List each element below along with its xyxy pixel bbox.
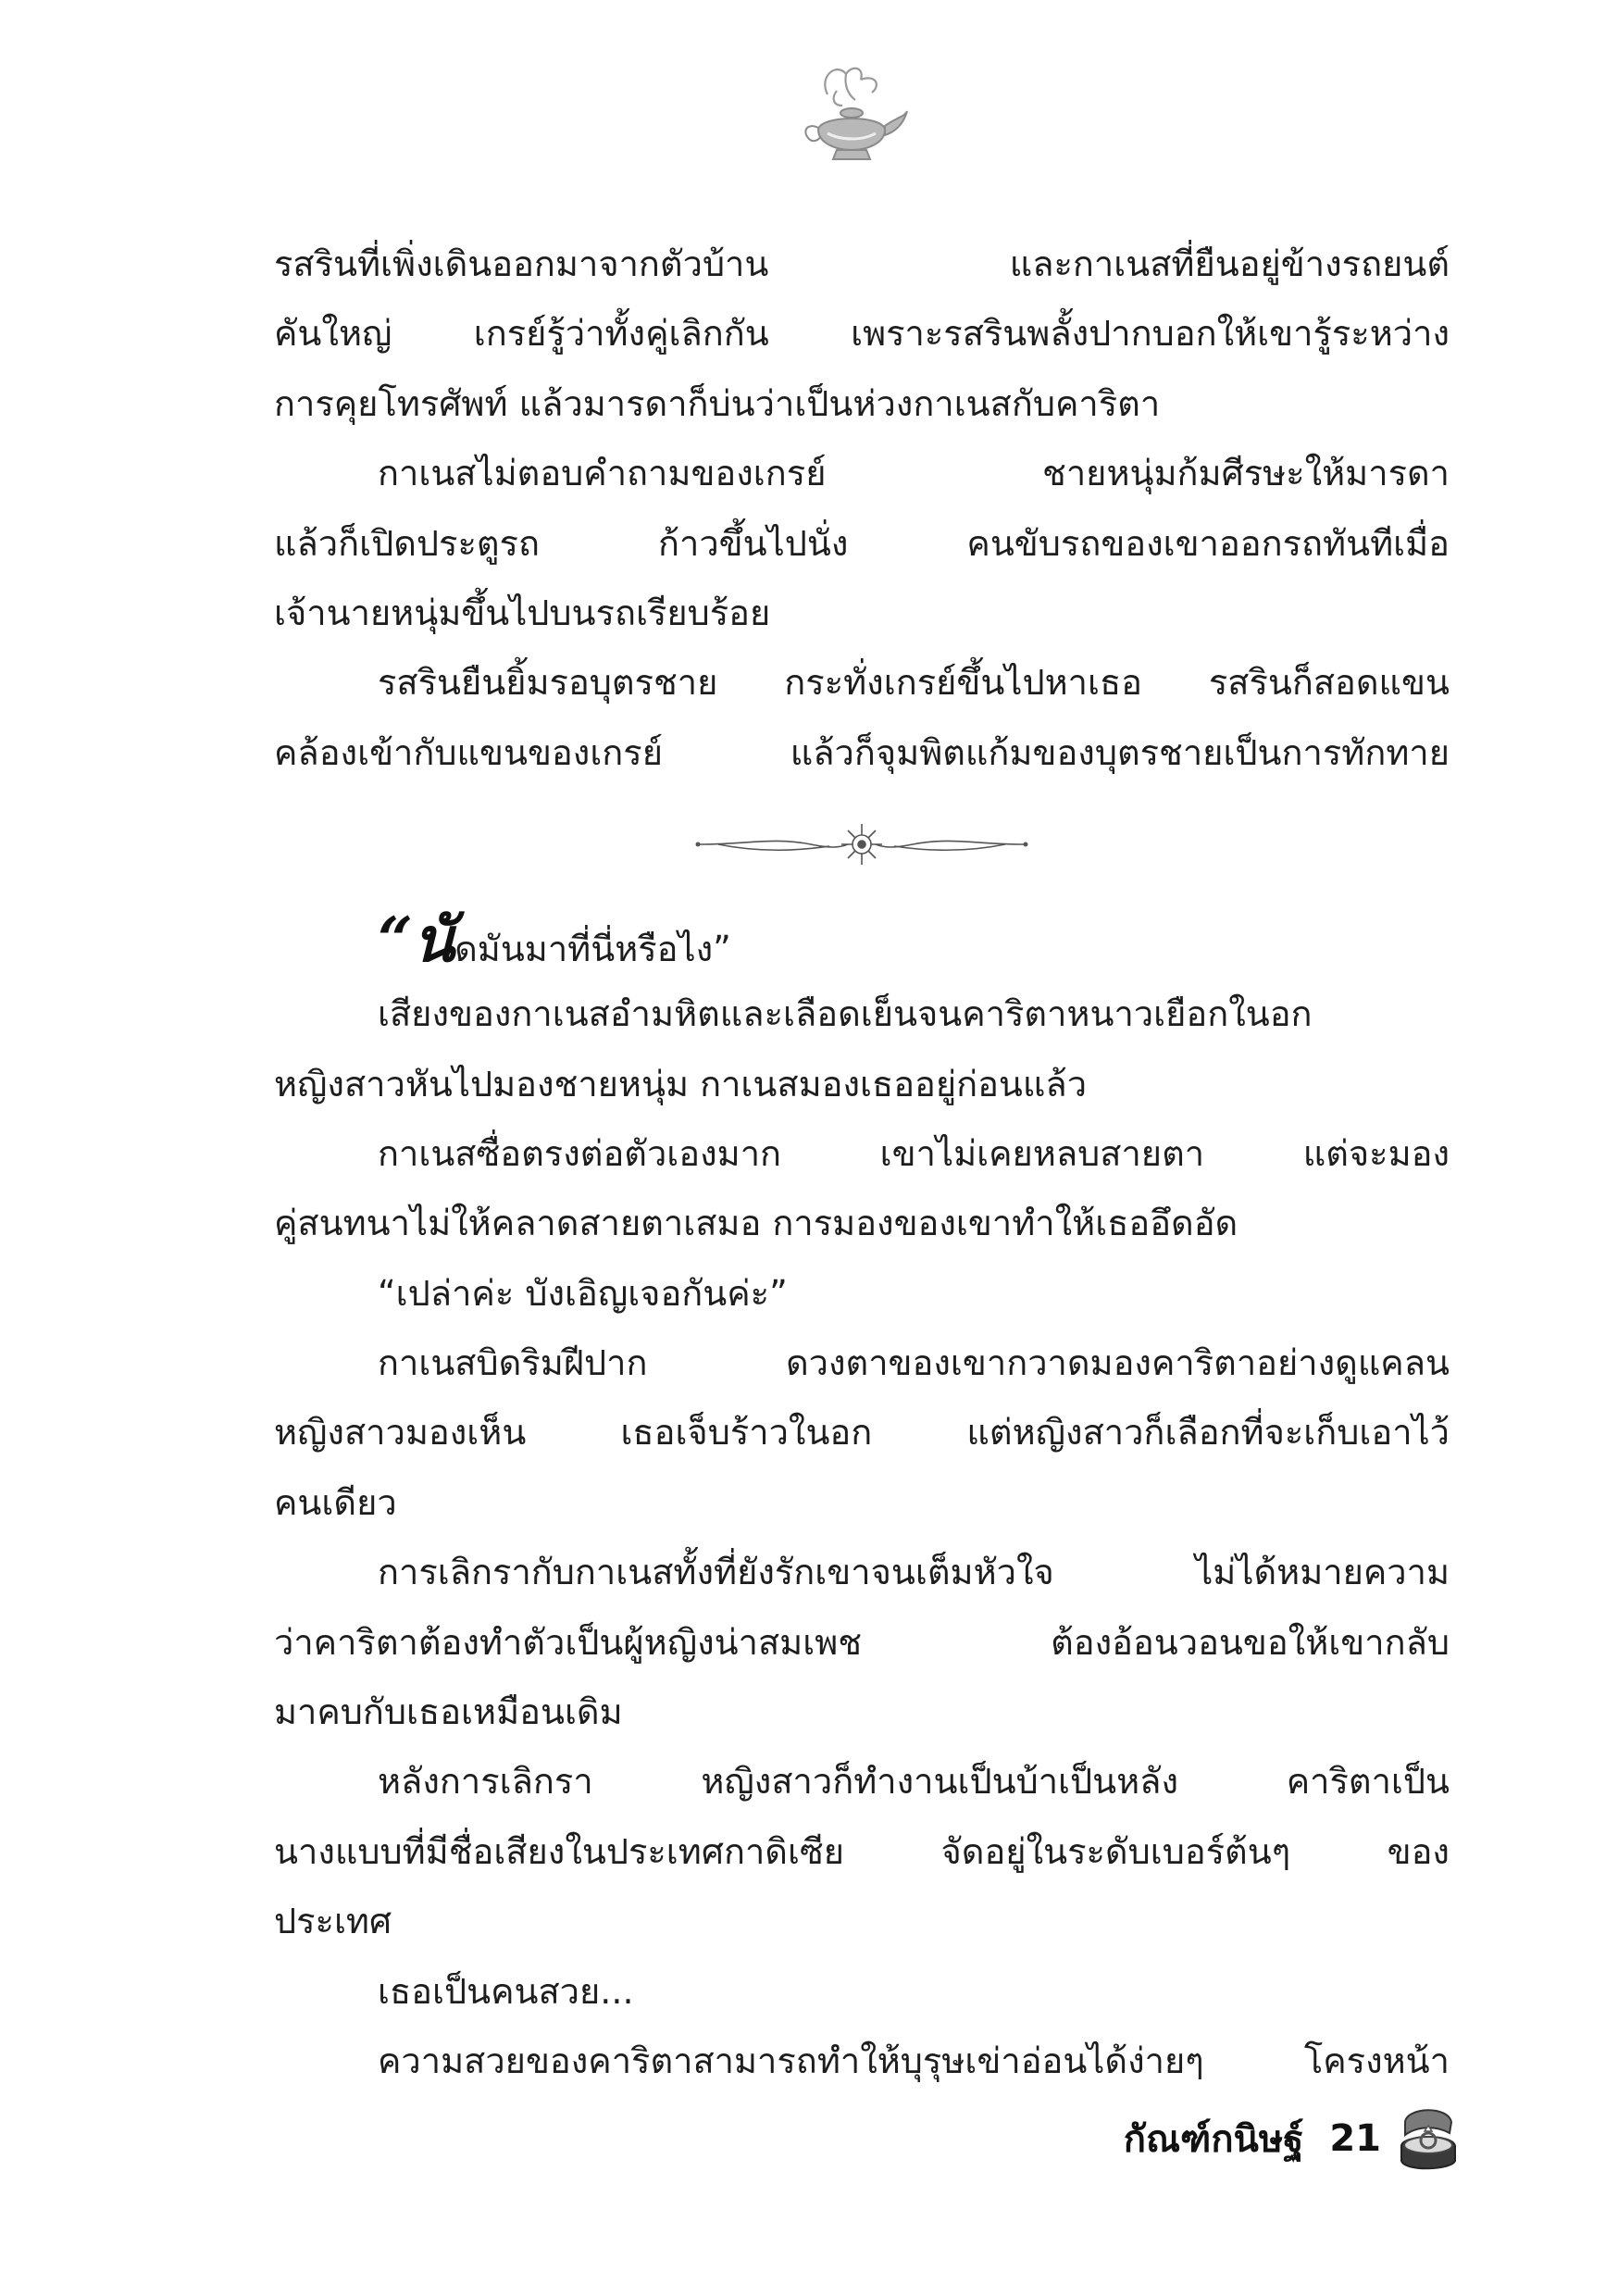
- text-line: มาคบกับเธอเหมือนเดิม: [274, 1691, 623, 1733]
- text-line: นางแบบที่มีชื่อเสียงในประเทศกาดิเซีย จัดอยู่ในระดับเบอร์ต้นๆ ของ: [274, 1830, 1450, 1872]
- text-line: คนเดียว: [274, 1481, 397, 1523]
- text-line: คู่สนทนาไม่ให้คลาดสายตาเสมอ การมองของเขาทำให้เธออึดอัด: [274, 1203, 1238, 1244]
- page-footer: [1124, 2102, 1461, 2176]
- text-line: ว่าคาริตาต้องทำตัวเป็นผู้หญิงน่าสมเพช ต้องอ้อนวอนขอให้เขากลับ: [274, 1621, 1450, 1663]
- text-line: ความสวยของคาริตาสามารถทำให้บุรุษเข่าอ่อนได้ง่ายๆ โครงหน้า: [378, 2040, 1450, 2081]
- paragraph-group-2: [274, 900, 1450, 2096]
- dialogue-text: ดมันมาที่นี่หรือไง”: [454, 929, 731, 970]
- flourish-divider-icon: [274, 788, 1450, 900]
- drop-cap: “นั: [378, 904, 455, 977]
- text-line: ประเทศ: [274, 1901, 392, 1942]
- text-line: เจ้านายหนุ่มขึ้นไปบนรถเรียบร้อย: [274, 592, 771, 633]
- text-line: หญิงสาวมองเห็น เธอเจ็บร้าวในอก แต่หญิงสาวก็เลือกที่จะเก็บเอาไว้: [274, 1412, 1450, 1454]
- text-line: กาเนสบิดริมฝีปาก ดวงตาของเขากวาดมองคาริตาอย่างดูแคลน: [378, 1342, 1450, 1384]
- book-title: กัณฑ์กนิษฐ์: [1123, 2118, 1304, 2161]
- text-line: หญิงสาวหันไปมองชายหนุ่ม กาเนสมองเธออยู่ก่อนแล้ว: [274, 1063, 1088, 1104]
- text-line: กาเนสซื่อตรงต่อตัวเองมาก เขาไม่เคยหลบสายตา แต่จะมอง: [378, 1132, 1450, 1174]
- text-line: คล้องเข้ากับแขนของเกรย์ แล้วก็จุมพิตแก้มของบุตรชายเป็นการทักทาย: [274, 731, 1450, 773]
- text-line: “เปล่าค่ะ บังเอิญเจอกันค่ะ”: [378, 1272, 788, 1314]
- text-line: แล้วก็เปิดประตูรถ ก้าวขึ้นไปนั่ง คนขับรถของเขาออกรถทันทีเมื่อ: [274, 522, 1450, 564]
- text-line: รสรินยืนยิ้มรอบุตรชาย กระทั่งเกรย์ขึ้นไปหาเธอ รสรินก็สอดแขน: [378, 662, 1450, 704]
- ring-box-icon: [1394, 2102, 1461, 2176]
- text-line: กาเนสไม่ตอบคำถามของเกรย์ ชายหนุ่มก้มศีรษะให้มารดา: [378, 453, 1450, 494]
- text-line: เสียงของกาเนสอำมหิตและเลือดเย็นจนคาริตาหนาวเยือกในอก: [378, 993, 1313, 1035]
- genie-lamp-icon: [790, 57, 911, 168]
- paragraph-group-1: [274, 230, 1450, 788]
- page-number: 21: [1329, 2117, 1381, 2160]
- body-text: [274, 230, 1450, 2096]
- text-line: การคุยโทรศัพท์ แล้วมารดาก็บ่นว่าเป็นห่วงกาเนสกับคาริตา: [274, 382, 1161, 424]
- text-line: เธอเป็นคนสวย...: [378, 1970, 634, 2012]
- dialogue-opening-line: [274, 900, 1450, 980]
- text-line: หลังการเลิกรา หญิงสาวก็ทำงานเป็นบ้าเป็นหลัง คาริตาเป็น: [378, 1761, 1450, 1803]
- text-line: รสรินที่เพิ่งเดินออกมาจากตัวบ้าน และกาเนสที่ยืนอยู่ข้างรถยนต์: [274, 243, 1450, 284]
- text-line: คันใหญ่ เกรย์รู้ว่าทั้งคู่เลิกกัน เพราะรสรินพลั้งปากบอกให้เขารู้ระหว่าง: [274, 313, 1450, 355]
- text-line: การเลิกรากับกาเนสทั้งที่ยังรักเขาจนเต็มหัวใจ ไม่ได้หมายความ: [378, 1552, 1450, 1593]
